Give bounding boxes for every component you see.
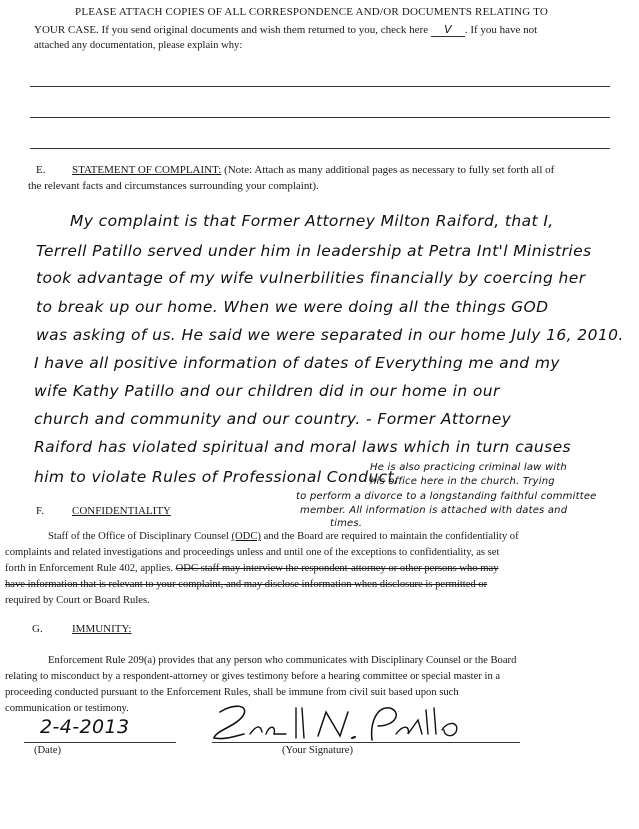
explain-why-line-1[interactable] xyxy=(30,86,610,87)
complaint-line: wife Kathy Patillo and our children did in our home in our xyxy=(34,382,500,400)
section-g-para-line1: Enforcement Rule 209(a) provides that any person who communicates with Disciplinary Counsel or the Board xyxy=(48,655,517,666)
section-f-heading: CONFIDENTIALITY xyxy=(72,505,171,517)
section-e-note: (Note: Attach as many additional pages as necessary to fully set forth all of xyxy=(224,164,555,176)
complaint-line-small: member. All information is attached with dates and xyxy=(300,505,568,516)
odc-abbrev: (ODC) xyxy=(231,531,261,542)
section-g-para-line3: proceeding conducted pursuant to the Enforcement Rules, shall be immune from civil suit based upon such xyxy=(5,687,459,698)
complaint-line: My complaint is that Former Attorney Milton Raiford, that I, xyxy=(70,212,554,230)
complaint-line: to break up our home. When we were doing all the things GOD xyxy=(36,298,549,316)
attach-instructions-line1: PLEASE ATTACH COPIES OF ALL CORRESPONDENCE AND/OR DOCUMENTS RELATING TO xyxy=(75,6,549,18)
signature-line[interactable] xyxy=(212,742,520,743)
date-value: 2-4-2013 xyxy=(40,716,130,738)
section-f-para-line1 xyxy=(48,531,519,542)
section-f-text: forth in Enforcement Rule 402, applies. xyxy=(5,563,173,574)
complaint-line: took advantage of my wife vulnerbilities financially by coercing her xyxy=(36,269,586,287)
explain-why-line-3[interactable] xyxy=(30,148,610,149)
complaint-line: Terrell Patillo served under him in leadership at Petra Int'l Ministries xyxy=(36,242,592,260)
signature-label: (Your Signature) xyxy=(282,745,354,756)
section-g-letter: G. xyxy=(32,623,43,635)
attach-instructions-line2 xyxy=(34,23,537,37)
section-e-heading: STATEMENT OF COMPLAINT: xyxy=(72,164,222,176)
section-f-letter: F. xyxy=(36,505,44,517)
section-g-para-line2: relating to misconduct by a respondent-attorney or gives testimony before a hearing committee or special master in a xyxy=(5,671,501,682)
complaint-line: him to violate Rules of Professional Conduct, xyxy=(34,468,400,486)
complaint-line: church and community and our country. - Former Attorney xyxy=(34,410,512,428)
date-label: (Date) xyxy=(34,745,62,756)
explain-why-line-2[interactable] xyxy=(30,117,610,118)
complaint-line: Raiford has violated spiritual and moral laws which in turn causes xyxy=(34,438,572,456)
section-f-para-line5: required by Court or Board Rules. xyxy=(5,595,150,606)
section-f-para-line3 xyxy=(5,563,499,574)
section-e-note-continued: the relevant facts and circumstances surrounding your complaint). xyxy=(28,180,319,192)
section-f-text: Staff of the Office of Disciplinary Counsel xyxy=(48,531,229,542)
complaint-line: I have all positive information of dates of Everything me and my xyxy=(34,354,560,372)
complaint-line-small: He is also practicing criminal law with xyxy=(370,462,567,473)
attach-line2-text: YOUR CASE. If you send original documents and wish them returned to you, check here xyxy=(34,24,429,36)
explain-why-label: attached any documentation, please explain why: xyxy=(34,40,243,51)
return-documents-checkbox[interactable] xyxy=(431,23,465,37)
complaint-line-small: times. xyxy=(330,518,363,529)
section-e-letter: E. xyxy=(36,164,46,176)
signature-image xyxy=(200,700,470,748)
section-f-struck-text: ODC staff may interview the respondent-attorney or other persons who may xyxy=(175,563,499,574)
complaint-line-small: his office here in the church. Trying xyxy=(370,476,555,487)
section-f-para-line4: have information that is relevant to your complaint, and may disclose information when disclosure is permitted or xyxy=(5,579,488,590)
section-g-para-line4: communication or testimony. xyxy=(5,703,129,714)
check-mark: V xyxy=(444,23,452,36)
date-line[interactable] xyxy=(24,742,176,743)
section-f-text: and the Board are required to maintain the confidentiality of xyxy=(263,531,519,542)
complaint-line-small: to perform a divorce to a longstanding faithful committee xyxy=(296,491,597,502)
section-f-para-line2: complaints and related investigations and proceedings unless and until one of the exceptions to confidentiality, as set xyxy=(5,547,500,558)
complaint-line: was asking of us. He said we were separated in our home July 16, 2010. xyxy=(36,326,624,344)
section-g-heading: IMMUNITY: xyxy=(72,623,132,635)
section-e-heading-row xyxy=(72,164,554,176)
attach-line2-end: . If you have not xyxy=(464,24,538,36)
